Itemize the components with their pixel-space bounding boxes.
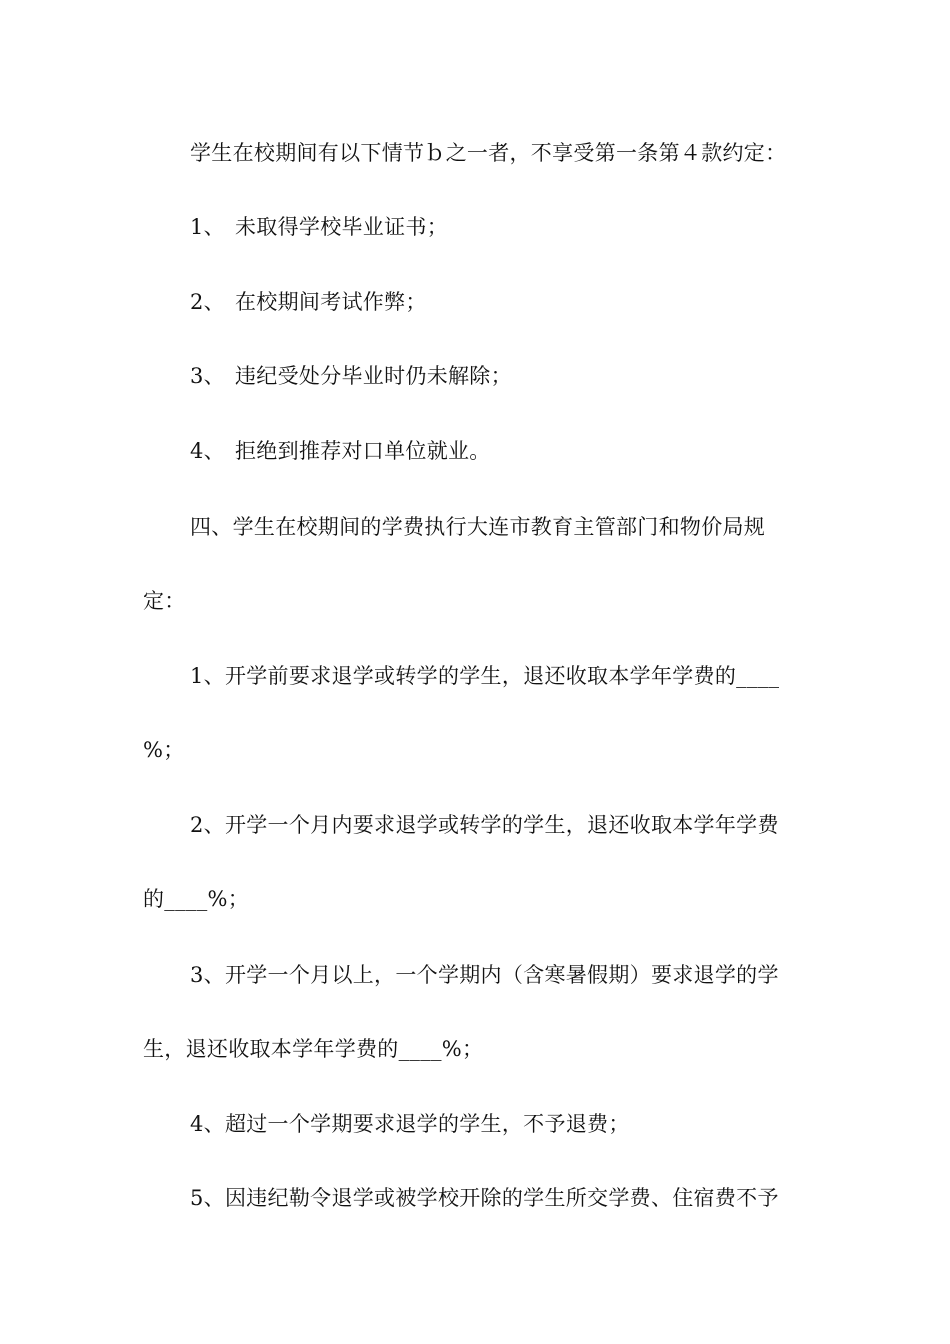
refund-item-1: 1、开学前要求退学或转学的学生，退还收取本学年学费的____ — [190, 664, 780, 688]
section-four-continuation: 定： — [143, 589, 186, 613]
intro-paragraph: 学生在校期间有以下情节ｂ之一者，不享受第一条第４款约定： — [190, 141, 787, 165]
refund-item-1-continuation: %； — [143, 738, 185, 762]
condition-number: 2、 — [190, 290, 225, 314]
section-four-heading: 四、学生在校期间的学费执行大连市教育主管部门和物价局规 — [190, 515, 766, 539]
refund-item-3: 3、开学一个月以上，一个学期内（含寒暑假期）要求退学的学 — [190, 963, 779, 987]
refund-item-2-continuation: 的____%； — [143, 887, 250, 911]
condition-number: 4、 — [190, 439, 225, 463]
condition-number: 3、 — [190, 364, 225, 388]
refund-item-2: 2、开学一个月内要求退学或转学的学生，退还收取本学年学费 — [190, 813, 779, 837]
condition-number: 1、 — [190, 215, 225, 239]
condition-text: 在校期间考试作弊； — [235, 290, 427, 314]
condition-text: 违纪受处分毕业时仍未解除； — [235, 364, 512, 388]
refund-item-3-continuation: 生，退还收取本学年学费的____%； — [143, 1037, 484, 1061]
condition-item — [190, 212, 860, 242]
condition-item — [190, 361, 860, 391]
condition-item — [190, 436, 860, 466]
refund-item-5: 5、因违纪勒令退学或被学校开除的学生所交学费、住宿费不予 — [190, 1186, 779, 1210]
condition-text: 未取得学校毕业证书； — [235, 215, 448, 239]
condition-item — [190, 287, 860, 317]
refund-item-4: 4、超过一个学期要求退学的学生，不予退费； — [190, 1112, 630, 1136]
condition-text: 拒绝到推荐对口单位就业。 — [235, 439, 491, 463]
